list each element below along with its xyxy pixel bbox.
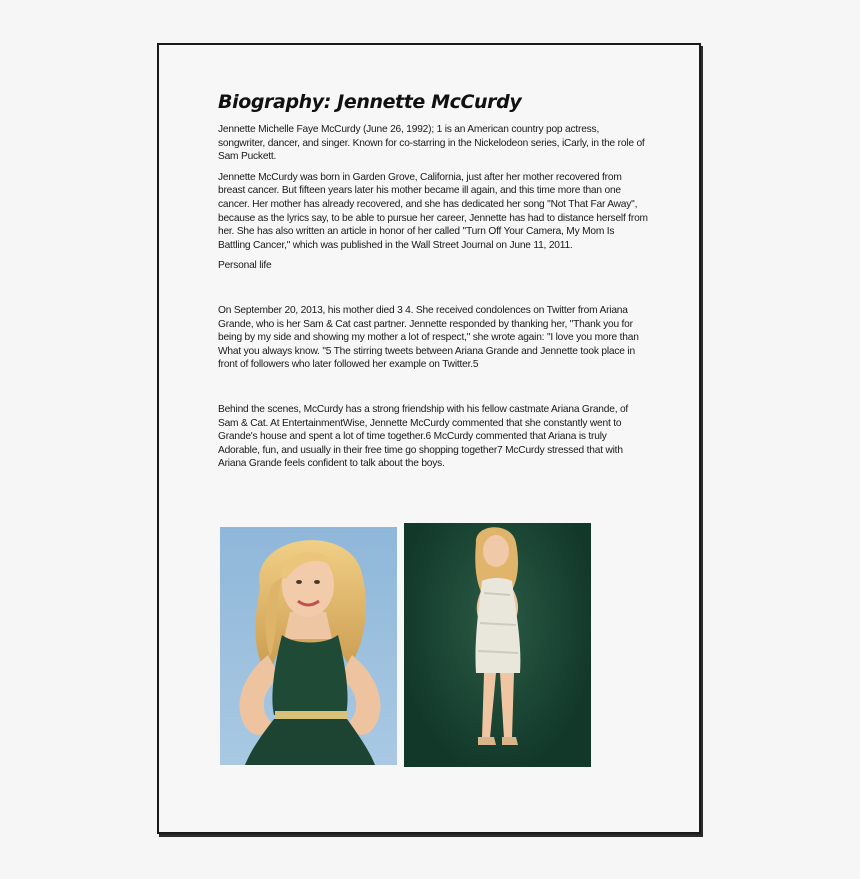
paragraph-intro: Jennette Michelle Faye McCurdy (June 26, 1992); 1 is an American country pop actress, songwriter, dancer, and singer. Known for co-starring in the Nickelodeon series, iCarly, in the role of Sam Puckett.	[218, 124, 645, 163]
spacer	[218, 379, 648, 403]
spacer	[218, 280, 648, 304]
document-page	[157, 43, 701, 834]
photo-portrait-green-dress	[220, 527, 397, 765]
photo-full-length-white-dress	[404, 523, 591, 767]
full-length-illustration	[404, 523, 591, 767]
section-heading-personal-life: Personal life	[218, 260, 272, 272]
document-body	[218, 91, 648, 478]
paragraph-early-life: Jennette McCurdy was born in Garden Grove, California, just after her mother recovered from breast cancer. But fifteen years later his mother became ill again, and this time more than one cancer. Her mother has already recovered, and she has dedicated her song "Not That Far Away", because as the lyrics say, to be able to pursue her career, Jennette has had to distance herself from her. She has also written an article in honor of her called "Turn Off Your Camera, My Mom Is Battling Cancer," which was published in the Wall Street Journal on June 11, 2011.	[218, 171, 648, 251]
paragraph-mother-death: On September 20, 2013, his mother died 3 4. She received condolences on Twitter from Ariana Grande, who is her Sam & Cat cast partner. Jennette responded by thanking her, "Thank you for being by my side and showing my mother a lot of respect," she wrote again: "I love you more than What you always know. "5 The stirring tweets between Ariana Grande and Jennette took place in front of followers who later followed her example on Twitter.5	[218, 304, 639, 371]
paragraph-friendship: Behind the scenes, McCurdy has a strong friendship with his fellow castmate Ariana Grande, of Sam & Cat. At EntertainmentWise, Jennette McCurdy commented that she constantly went to Grande's house and spent a lot of time together.6 McCurdy commented that Ariana is truly Adorable, fun, and usually in their free time go shopping together7 McCurdy stressed that with Ariana Grande feels confident to talk about the boys.	[218, 403, 629, 470]
document-title: Biography: Jennette McCurdy	[218, 91, 522, 113]
portrait-illustration	[220, 527, 397, 765]
